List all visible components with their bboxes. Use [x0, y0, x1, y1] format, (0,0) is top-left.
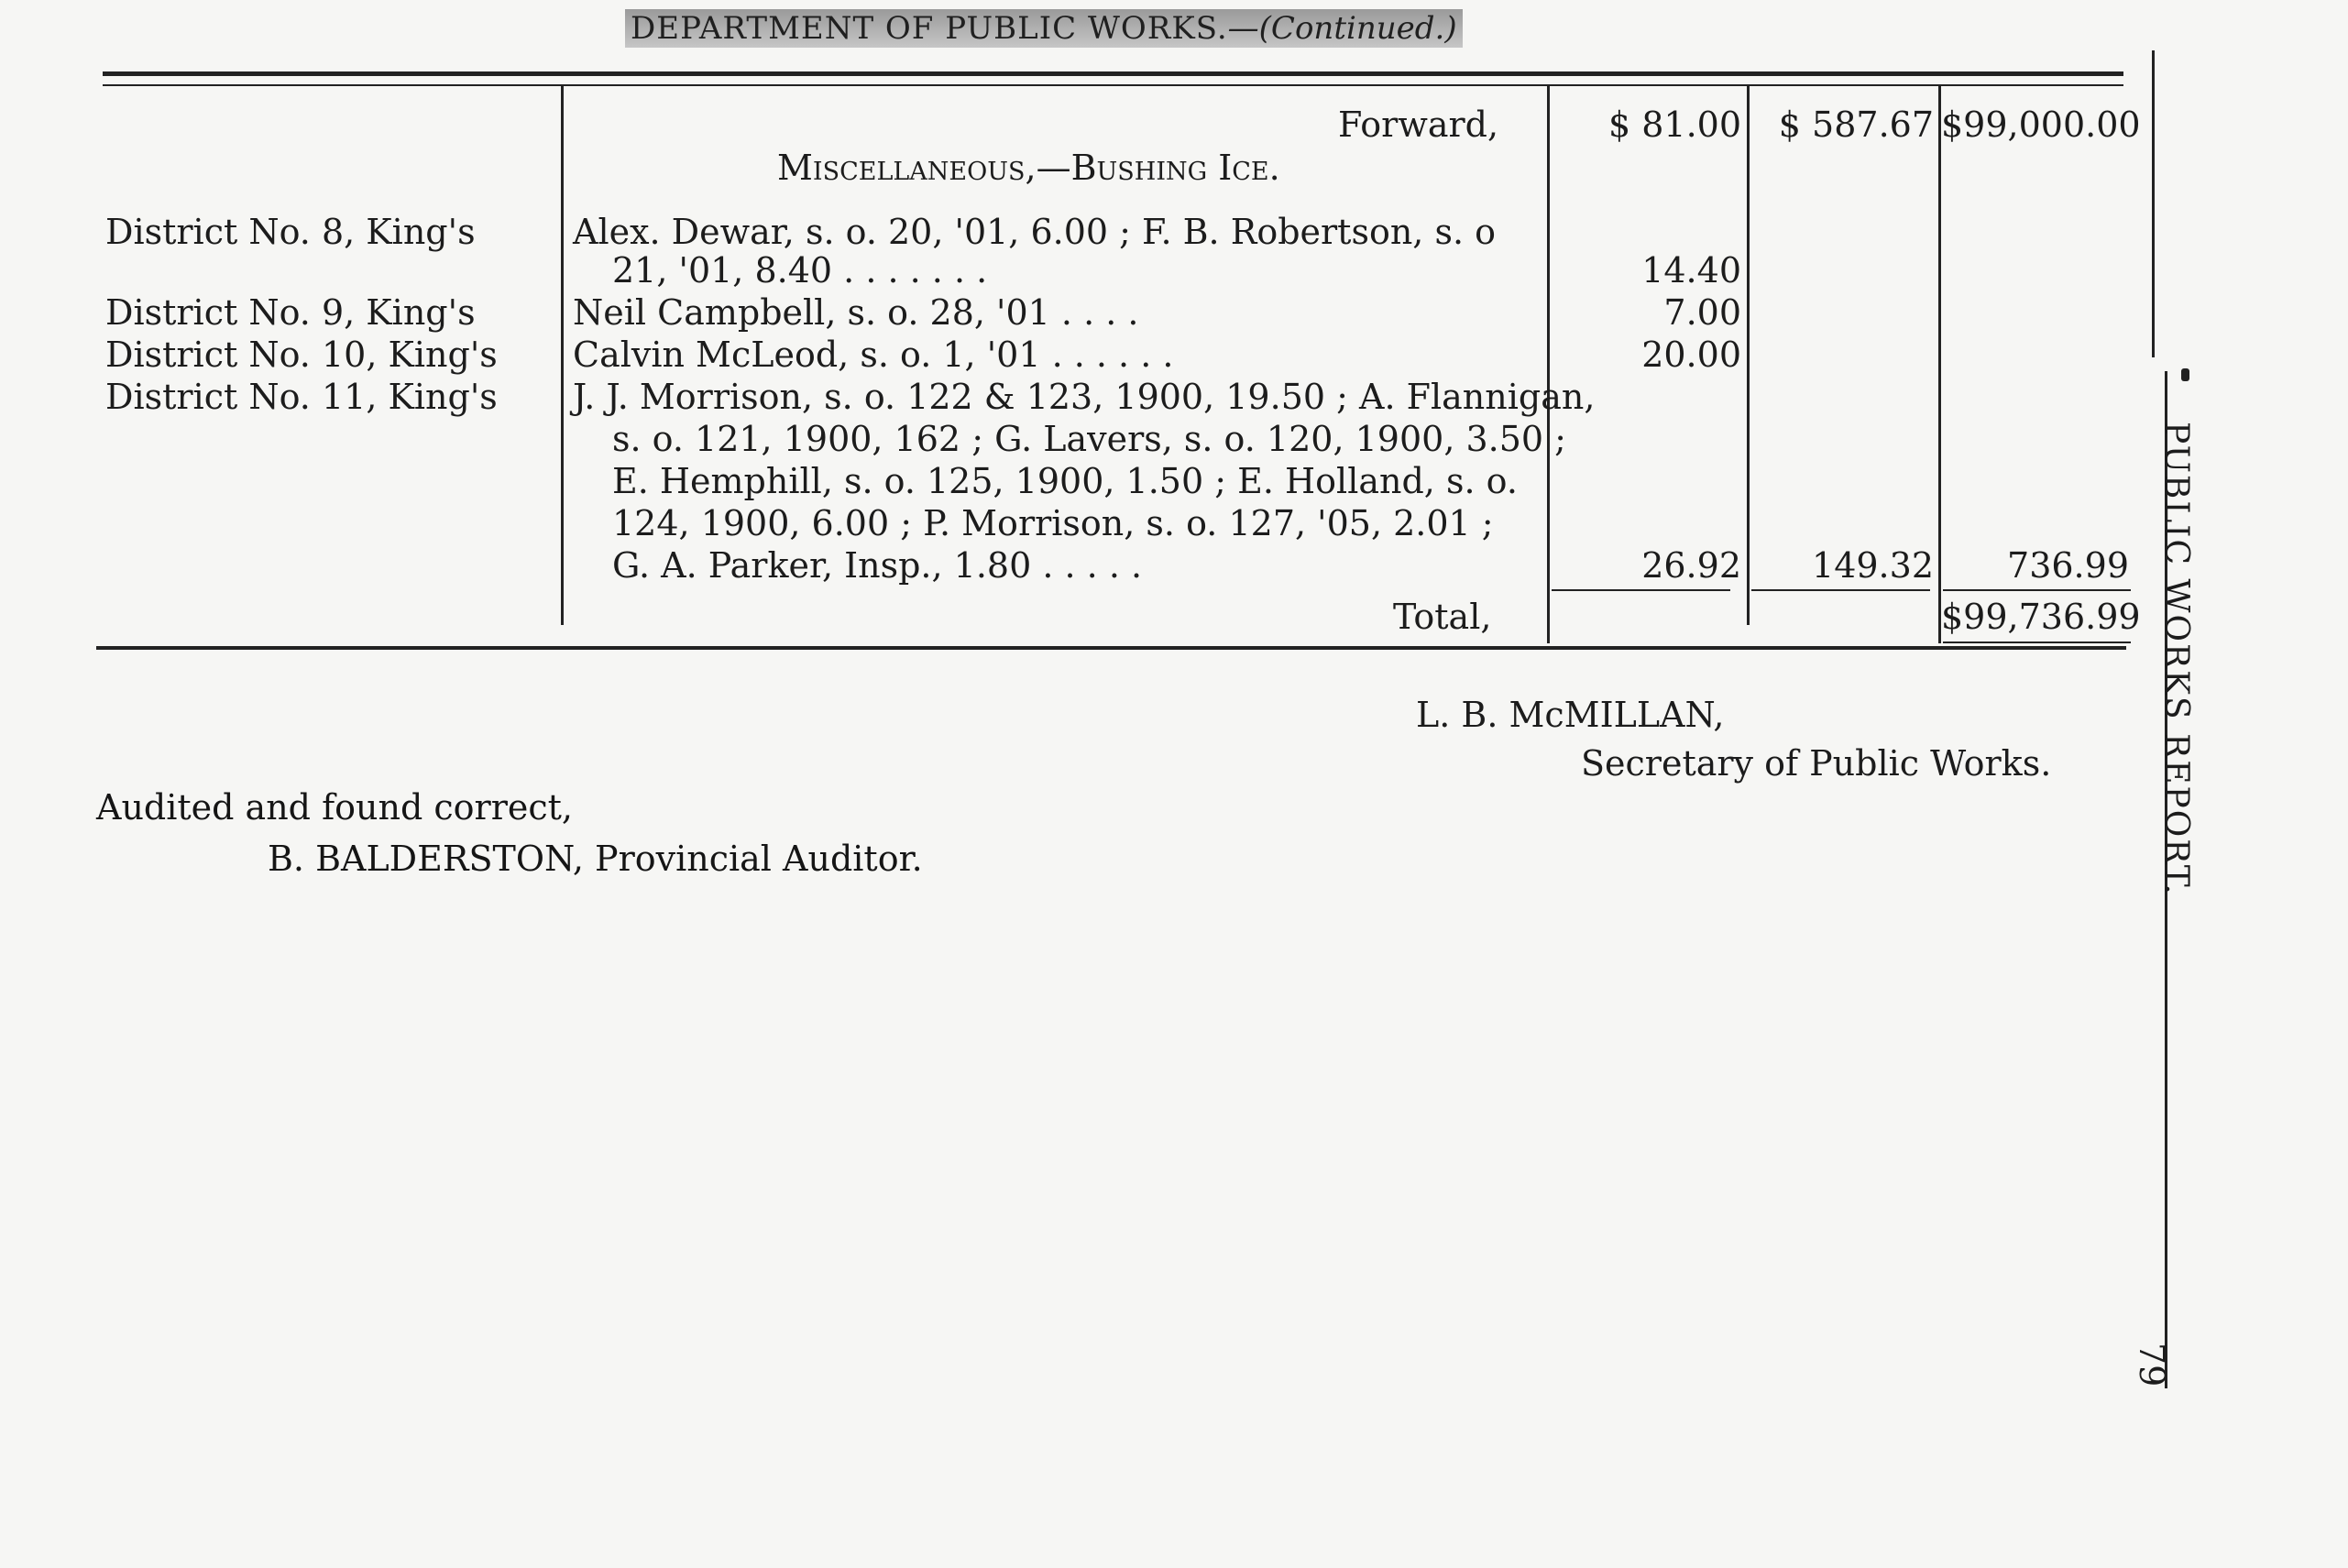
- header-title: DEPARTMENT OF PUBLIC WORKS.: [631, 10, 1228, 47]
- entry-line: G. A. Parker, Insp., 1.80 . . . . .: [612, 545, 1143, 586]
- page-number: 79: [2132, 1343, 2172, 1387]
- right-page-border: [2152, 50, 2155, 357]
- subtotal-rule-col1: [1552, 589, 1730, 591]
- subtotal-col2: 149.32: [1812, 545, 1934, 586]
- district-label: District No. 11, King's: [105, 377, 498, 417]
- signature-name: L. B. McMILLAN,: [1416, 695, 1725, 735]
- header-continued: —(Continued.): [1227, 10, 1457, 47]
- entry-line: Calvin McLeod, s. o. 1, '01 . . . . . .: [573, 334, 1174, 375]
- district-label: District No. 8, King's: [105, 212, 476, 252]
- subtotal-rule-col3: [1943, 589, 2131, 591]
- table-top-rule-thin: [103, 84, 2123, 86]
- entry-line: s. o. 121, 1900, 162 ; G. Lavers, s. o. 120, 1900, 3.50 ;: [612, 419, 1566, 459]
- margin-bullet: [2181, 368, 2189, 381]
- district-label: District No. 10, King's: [105, 334, 498, 375]
- page-header: [625, 9, 1463, 48]
- table-top-rule: [103, 71, 2123, 76]
- audit-statement: Audited and found correct,: [96, 787, 573, 828]
- amount-col2-divider: [1747, 84, 1750, 625]
- table-bottom-rule: [96, 646, 2126, 650]
- entry-amount: 20.00: [1641, 334, 1741, 375]
- signature-title: Secretary of Public Works.: [1581, 743, 2052, 784]
- entry-line: Neil Campbell, s. o. 28, '01 . . . .: [573, 292, 1139, 333]
- auditor-name: B. BALDERSTON, Provincial Auditor.: [268, 839, 923, 879]
- subtotal-rule-col2: [1751, 589, 1930, 591]
- forward-label: Forward,: [1338, 104, 1499, 145]
- subtotal-col3: 736.99: [2007, 545, 2129, 586]
- entry-line: E. Hemphill, s. o. 125, 1900, 1.50 ; E. Holland, s. o.: [612, 461, 1518, 501]
- total-label: Total,: [1393, 597, 1492, 637]
- district-label: District No. 9, King's: [105, 292, 476, 333]
- entry-amount: 7.00: [1663, 292, 1741, 333]
- running-side-title: PUBLIC WORKS REPORT.: [2157, 422, 2195, 896]
- total-underline-col3: [1943, 641, 2131, 643]
- entry-amount: 14.40: [1641, 250, 1741, 291]
- amount-col1-divider: [1547, 84, 1550, 643]
- entry-amount: 26.92: [1641, 545, 1741, 586]
- entry-line: 21, '01, 8.40 . . . . . . .: [612, 250, 988, 291]
- forward-col2: $ 587.67: [1778, 104, 1934, 145]
- left-column-divider: [561, 84, 564, 625]
- entry-line: Alex. Dewar, s. o. 20, '01, 6.00 ; F. B. Robertson, s. o: [573, 212, 1496, 252]
- entry-line: J. J. Morrison, s. o. 122 & 123, 1900, 19.50 ; A. Flannigan,: [573, 377, 1596, 417]
- forward-col3: $99,000.00: [1941, 104, 2141, 145]
- section-heading: Miscellaneous,—Bushing Ice.: [777, 148, 1280, 188]
- forward-col1: $ 81.00: [1607, 104, 1741, 145]
- entry-line: 124, 1900, 6.00 ; P. Morrison, s. o. 127, '05, 2.01 ;: [612, 503, 1494, 543]
- total-value: $99,736.99: [1941, 597, 2141, 637]
